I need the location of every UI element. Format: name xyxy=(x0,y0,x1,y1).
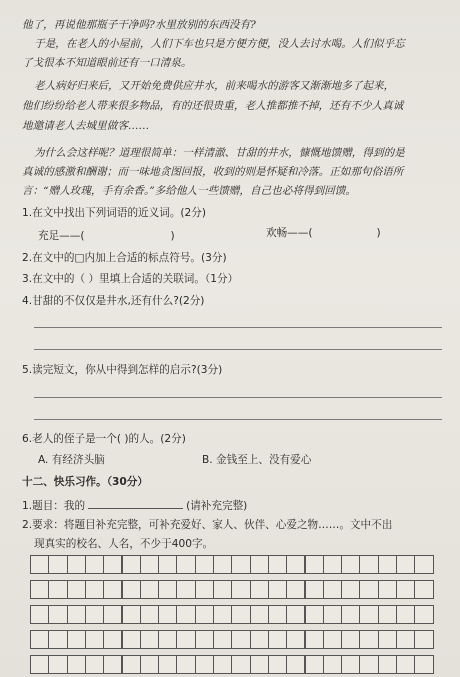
grid-cell[interactable] xyxy=(305,605,324,624)
grid-cell[interactable] xyxy=(158,655,177,674)
grid-cell[interactable] xyxy=(48,605,67,624)
grid-cell[interactable] xyxy=(378,655,397,674)
grid-cell[interactable] xyxy=(48,555,67,574)
grid-cell[interactable] xyxy=(158,580,177,599)
question-6: 6.老人的侄子是一个( )的人。(2分) xyxy=(22,433,186,445)
grid-cell[interactable] xyxy=(48,630,67,649)
q6-option-b[interactable]: B. 金钱至上、没有爱心 xyxy=(202,454,312,466)
grid-cell[interactable] xyxy=(396,555,415,574)
grid-row xyxy=(30,555,433,574)
grid-cell[interactable] xyxy=(85,630,104,649)
grid-cell[interactable] xyxy=(414,655,433,674)
q4-answer-line-1[interactable] xyxy=(34,327,442,328)
q1-item-chongzu: 充足——( ) xyxy=(38,230,175,242)
grid-cell[interactable] xyxy=(67,580,86,599)
q5-answer-line-1[interactable] xyxy=(34,397,442,398)
grid-row xyxy=(30,630,433,649)
grid-cell[interactable] xyxy=(378,555,397,574)
grid-cell[interactable] xyxy=(268,630,287,649)
grid-cell[interactable] xyxy=(176,655,195,674)
grid-cell[interactable] xyxy=(305,555,324,574)
grid-cell[interactable] xyxy=(122,580,141,599)
grid-cell[interactable] xyxy=(268,655,287,674)
composition-requirement-2: 现真实的校名、人名，不少于400字。 xyxy=(34,538,214,550)
grid-cell[interactable] xyxy=(158,555,177,574)
grid-cell[interactable] xyxy=(341,655,360,674)
grid-cell[interactable] xyxy=(286,630,305,649)
grid-cell[interactable] xyxy=(341,580,360,599)
grid-cell[interactable] xyxy=(323,655,342,674)
grid-cell[interactable] xyxy=(286,580,305,599)
grid-cell[interactable] xyxy=(85,605,104,624)
grid-cell[interactable] xyxy=(396,655,415,674)
grid-cell[interactable] xyxy=(30,630,49,649)
grid-cell[interactable] xyxy=(30,580,49,599)
grid-row xyxy=(30,605,433,624)
grid-row xyxy=(30,655,433,674)
grid-cell[interactable] xyxy=(67,655,86,674)
grid-cell[interactable] xyxy=(213,655,232,674)
question-2: 2.在文中的□内加上合适的标点符号。(3分) xyxy=(22,252,227,264)
grid-cell[interactable] xyxy=(341,605,360,624)
grid-cell[interactable] xyxy=(176,580,195,599)
grid-cell[interactable] xyxy=(305,655,324,674)
question-4: 4.甘甜的不仅仅是井水,还有什么?(2分) xyxy=(22,295,205,307)
grid-cell[interactable] xyxy=(30,655,49,674)
grid-cell[interactable] xyxy=(305,630,324,649)
passage-line-9: 言：“赠人玫瑰，手有余香。”多给他人一些馈赠，自己也必将得到回馈。 xyxy=(22,185,356,197)
grid-cell[interactable] xyxy=(140,605,159,624)
q4-answer-line-2[interactable] xyxy=(34,349,442,350)
grid-cell[interactable] xyxy=(378,605,397,624)
q1-item-huanchang: 欢畅——( ) xyxy=(266,227,381,239)
grid-cell[interactable] xyxy=(396,605,415,624)
passage-line-1: 他了，再说他那瓶子干净吗?水里放别的东西没有? xyxy=(22,19,256,31)
grid-cell[interactable] xyxy=(122,555,141,574)
grid-cell[interactable] xyxy=(359,655,378,674)
grid-cell[interactable] xyxy=(48,655,67,674)
grid-cell[interactable] xyxy=(323,580,342,599)
grid-cell[interactable] xyxy=(213,555,232,574)
grid-cell[interactable] xyxy=(323,605,342,624)
grid-cell[interactable] xyxy=(250,655,269,674)
grid-cell[interactable] xyxy=(85,655,104,674)
grid-cell[interactable] xyxy=(341,555,360,574)
grid-cell[interactable] xyxy=(414,630,433,649)
grid-cell[interactable] xyxy=(359,580,378,599)
grid-cell[interactable] xyxy=(213,630,232,649)
grid-cell[interactable] xyxy=(359,630,378,649)
grid-cell[interactable] xyxy=(103,655,122,674)
passage-line-5: 他们纷纷给老人带来很多物品，有的还很贵重，老人推都推不掉，还有不少人真诚 xyxy=(22,100,404,112)
topic-blank[interactable] xyxy=(88,497,183,509)
grid-cell[interactable] xyxy=(67,630,86,649)
passage-line-7: 为什么会这样呢？道理很简单：一样清澈、甘甜的井水，慷慨地馈赠，得到的是 xyxy=(34,147,405,159)
grid-cell[interactable] xyxy=(323,630,342,649)
grid-cell[interactable] xyxy=(378,630,397,649)
question-3: 3.在文中的（ ）里填上合适的关联词。（1分） xyxy=(22,273,239,285)
grid-cell[interactable] xyxy=(195,630,214,649)
grid-cell[interactable] xyxy=(231,555,250,574)
grid-cell[interactable] xyxy=(268,555,287,574)
grid-cell[interactable] xyxy=(140,655,159,674)
grid-cell[interactable] xyxy=(359,555,378,574)
passage-line-3: 了戈很本不知道眼前还有一口清泉。 xyxy=(22,57,192,69)
grid-cell[interactable] xyxy=(195,580,214,599)
grid-cell[interactable] xyxy=(67,605,86,624)
q6-option-a[interactable]: A. 有经济头脑 xyxy=(38,454,105,466)
grid-cell[interactable] xyxy=(85,555,104,574)
grid-cell[interactable] xyxy=(250,630,269,649)
grid-cell[interactable] xyxy=(122,655,141,674)
composition-requirement-1: 2.要求：将题目补充完整，可补充爱好、家人、伙伴、心爱之物……。文中不出 xyxy=(22,519,393,531)
grid-cell[interactable] xyxy=(286,555,305,574)
passage-line-4: 老人病好归来后，又开始免费供应井水，前来喝水的游客又渐渐地多了起来， xyxy=(34,80,395,92)
grid-cell[interactable] xyxy=(268,605,287,624)
grid-cell[interactable] xyxy=(103,605,122,624)
grid-cell[interactable] xyxy=(341,630,360,649)
grid-cell[interactable] xyxy=(268,580,287,599)
passage-line-2: 于是，在老人的小屋前，人们下车也只是方便方便，没人去讨水喝。人们似乎忘 xyxy=(34,38,405,50)
grid-cell[interactable] xyxy=(195,655,214,674)
grid-row xyxy=(30,580,433,599)
grid-cell[interactable] xyxy=(414,555,433,574)
grid-cell[interactable] xyxy=(231,605,250,624)
grid-cell[interactable] xyxy=(250,555,269,574)
grid-cell[interactable] xyxy=(140,580,159,599)
grid-cell[interactable] xyxy=(250,605,269,624)
grid-cell[interactable] xyxy=(122,630,141,649)
grid-cell[interactable] xyxy=(48,580,67,599)
grid-cell[interactable] xyxy=(231,630,250,649)
grid-cell[interactable] xyxy=(213,580,232,599)
question-5: 5.读完短文，你从中得到怎样的启示?(3分) xyxy=(22,364,223,376)
grid-cell[interactable] xyxy=(30,605,49,624)
question-1: 1.在文中找出下列词语的近义词。(2分) xyxy=(22,207,207,219)
grid-cell[interactable] xyxy=(103,630,122,649)
grid-cell[interactable] xyxy=(286,655,305,674)
grid-cell[interactable] xyxy=(176,555,195,574)
composition-topic: 1.题目：我的 (请补充完整) xyxy=(22,497,450,513)
grid-cell[interactable] xyxy=(286,605,305,624)
grid-cell[interactable] xyxy=(158,605,177,624)
grid-cell[interactable] xyxy=(396,630,415,649)
grid-cell[interactable] xyxy=(176,630,195,649)
grid-cell[interactable] xyxy=(140,630,159,649)
passage-line-8: 真诚的感激和酬谢；而一味地贪图回报，收到的则是怀疑和冷落。正如那句俗语所 xyxy=(22,166,404,178)
grid-cell[interactable] xyxy=(176,605,195,624)
grid-cell[interactable] xyxy=(378,580,397,599)
grid-cell[interactable] xyxy=(359,605,378,624)
grid-cell[interactable] xyxy=(103,555,122,574)
grid-cell[interactable] xyxy=(85,580,104,599)
grid-cell[interactable] xyxy=(67,555,86,574)
q5-answer-line-2[interactable] xyxy=(34,419,442,420)
grid-cell[interactable] xyxy=(250,580,269,599)
grid-cell[interactable] xyxy=(103,580,122,599)
grid-cell[interactable] xyxy=(122,605,141,624)
grid-cell[interactable] xyxy=(396,580,415,599)
grid-cell[interactable] xyxy=(305,580,324,599)
section-12-heading: 十二、快乐习作。（30分） xyxy=(22,476,148,488)
grid-cell[interactable] xyxy=(323,555,342,574)
grid-cell[interactable] xyxy=(231,580,250,599)
grid-cell[interactable] xyxy=(414,605,433,624)
grid-cell[interactable] xyxy=(213,605,232,624)
grid-cell[interactable] xyxy=(231,655,250,674)
grid-cell[interactable] xyxy=(195,605,214,624)
grid-cell[interactable] xyxy=(30,555,49,574)
passage-line-6: 地邀请老人去城里做客…… xyxy=(22,120,150,132)
grid-cell[interactable] xyxy=(195,555,214,574)
grid-cell[interactable] xyxy=(158,630,177,649)
grid-cell[interactable] xyxy=(414,580,433,599)
grid-cell[interactable] xyxy=(140,555,159,574)
